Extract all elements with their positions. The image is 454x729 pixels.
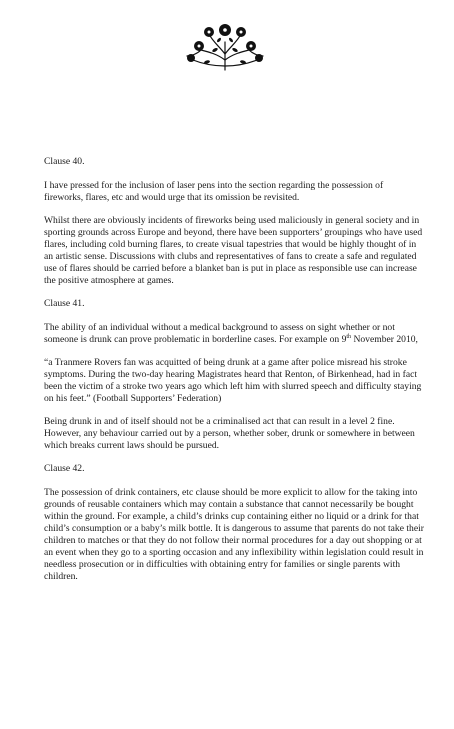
clause-41-paragraph-1-text: The ability of an individual without a medical background to assess on sight whether or not someone is drunk can prove problematic in borderline cases. For example on 9: [44, 322, 395, 345]
clause-42-paragraph-1: The possession of drink containers, etc clause should be more explicit to allow for the taking into grounds of reusable containers which may contain a substance that cannot necessarily be bought within the ground. For example, a child’s drinks cup containing either no liquid or a drink for that child’s consumption or a baby’s milk bottle. It is dangerous to assume that parents do not take their children to matches or that they do not follow their normal procedures for a day out shopping or at an event when they go to a sporting occasion and any inflexibility within legislation could result in needless prosecution or in difficulties with obtaining entry for families or single parents with children.: [44, 487, 424, 582]
document-body: [44, 156, 424, 594]
floral-emblem-icon: [183, 20, 267, 72]
clause-40-heading: Clause 40.: [44, 156, 85, 167]
clause-41-quote: “a Tranmere Rovers fan was acquitted of being drunk at a game after police misread his stroke symptoms. During the two-day hearing Magistrates heard that Renton, of Birkenhead, had in fact been the victim of a stroke two years ago which left him with slurred speech and difficulty staying on his feet.” (Football Supporters’ Federation): [44, 357, 422, 404]
clause-41-paragraph-1-end: November 2010,: [351, 334, 418, 345]
clause-40-paragraph-1: I have pressed for the inclusion of laser pens into the section regarding the possession of fireworks, flares, etc and would urge that its omission be revisited.: [44, 180, 384, 203]
ordinal-suffix: th: [346, 333, 352, 340]
clause-41-heading: Clause 41.: [44, 298, 85, 309]
clause-41-paragraph-3: Being drunk in and of itself should not be a criminalised act that can result in a level 2 fine. However, any behaviour carried out by a person, whether sober, drunk or somewhere in between which breaks current laws should be pursued.: [44, 416, 415, 451]
clause-40-paragraph-2: Whilst there are obviously incidents of fireworks being used maliciously in general society and in sporting grounds across Europe and beyond, there have been supporters’ groupings who have used flares, including cold burning flares, to create visual tapestries that would be highly thought of in an artistic sense. Discussions with clubs and representatives of fans to create a safe and regulated use of flares should be carried before a blanket ban is put in place as responsible use can increase the positive atmosphere at games.: [44, 215, 423, 286]
clause-41-paragraph-1: [44, 322, 424, 346]
clause-42-heading: Clause 42.: [44, 463, 85, 474]
